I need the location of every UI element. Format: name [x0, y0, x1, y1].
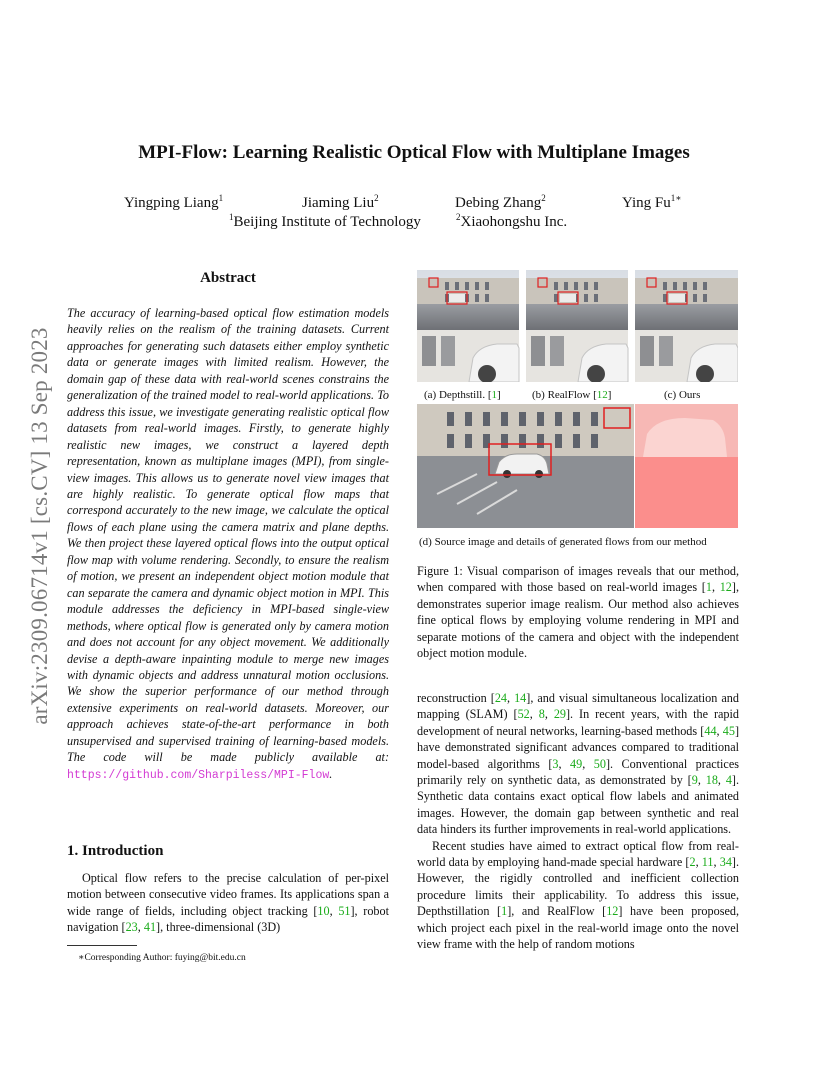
intro-paragraph: Optical flow refers to the precise calculation of per-pixel motion between consecutive video frames. Its applications span a wide range of fields, including object tracking [10, 51], robot navigation [23, 41], three-dimensional (3D): [67, 871, 389, 935]
author-2: Jiaming Liu$^2$: [302, 193, 379, 211]
right-paragraph-1: reconstruction [24, 14], and visual simultaneous localization and mapping (SLAM) [52, 8, 29]. In recent years, with the rapid development of neural networks, learning-based methods [44, 45] have demonstrated significant advances compared to traditional model-based algorithms [3, 49, 50]. Conventional practices primarily rely on synthetic data, as demonstrated by [9, 18, 4]. Synthetic data contains exact optical flow labels and animated images. However, the domain gap between synthetic and real data hinders its further improvements in real-world applications.: [417, 691, 740, 837]
affiliation-2: $^2$Xiaohongshu Inc.: [456, 212, 568, 230]
footnote-rule: [67, 945, 137, 946]
paper-title: MPI-Flow: Learning Realistic Optical Flow with Multiplane Images: [138, 142, 690, 163]
abstract-body: The accuracy of learning-based optical flow estimation models heavily relies on the realism of the training datasets. Current approaches for generating such datasets either employ synthetic data or generate images with limited realism. However, the domain gap of these data with real-world scenes constrains the generalization of the trained model to real-world applications. To address this issue, we investigate generating realistic optical flow datasets from real-world images. Firstly, to generate highly realistic new images, we construct a layered depth representation, known as multiplane images (MPI), from single-view images. This allows us to generate novel view images that are highly realistic. To generate optical flow maps that correspond accurately to the new image, we calculate the optical flows of each plane using the camera matrix and plane depths. We then project these layered optical flows into the output optical flow map with volume rendering. Secondly, to ensure the realism of motion, we present an independent object motion module that can separate the camera and dynamic object motion in MPI. This module addresses the deficiency in MPI-based single-view methods, where optical flow is generated only by camera motion and does not account for any object movement. We additionally devise a depth-aware inpainting module to merge new images with dynamic objects and address unnatural motion occlusions. We show the superior performance of our method through extensive experiments on real-world datasets. Moreover, our approach achieves state-of-the-art performance in both unsupervised and supervised training of learning-based models. The code will be made publicly available at: https://github.com/Sharpiless/MPI-Flow.: [67, 306, 389, 782]
intro-heading: 1. Introduction: [67, 843, 164, 859]
right-paragraph-2: Recent studies have aimed to extract optical flow from real-world data by employing hand-made special hardware [2, 11, 34]. However, the rigidly controlled and inefficient collection procedure limits their applicability. To address this issue, Depthstillation [1], and RealFlow [12] have been proposed, which project each pixel in the real-world image onto the novel view frame with the help of random motions: [417, 838, 740, 952]
author-3: Debing Zhang$^2$: [455, 193, 546, 211]
figure-source-and-flow-svg: [417, 404, 738, 528]
subcaption-b: (b) RealFlow [12]: [532, 389, 612, 401]
abstract-heading: Abstract: [200, 270, 256, 286]
thumb-a: [417, 270, 519, 382]
subcaption-c: (c) Ours: [664, 389, 701, 401]
figure-thumbnails-svg: [417, 270, 738, 382]
figure-caption: Figure 1: Visual comparison of images reveals that our method, when compared with those based on real-world images [1, 12], demonstrates superior image realism. Our method also achieves fine optical flows by employing volume rendering in MPI and separate motions of the camera and object with the independent object motion module.: [417, 564, 739, 661]
affiliation-1: $^1$Beijing Institute of Technology: [229, 212, 421, 230]
right-column-body: [417, 690, 739, 953]
thumb-b: [526, 270, 628, 382]
subcaption-d: (d) Source image and details of generated flows from our method: [419, 536, 707, 548]
subcaption-a: (a) Depthstill. [1]: [424, 389, 501, 401]
figure-top-row: [417, 270, 738, 382]
code-url-link[interactable]: https://github.com/Sharpiless/MPI-Flow: [67, 768, 330, 782]
author-4: Ying $Fu^{1∗}$: [622, 193, 682, 211]
footnote: ∗Corresponding Author: fuying@bit.edu.cn: [78, 953, 246, 963]
thumb-c: [635, 270, 738, 382]
author-1: Yingping Liang$^1$: [124, 193, 224, 211]
figure-bottom-row: [417, 404, 738, 528]
arxiv-sidebar-stamp: [20, 286, 60, 766]
arxiv-stamp-text: arXiv:2309.06714v1 [cs.CV] 13 Sep 2023: [27, 327, 52, 725]
